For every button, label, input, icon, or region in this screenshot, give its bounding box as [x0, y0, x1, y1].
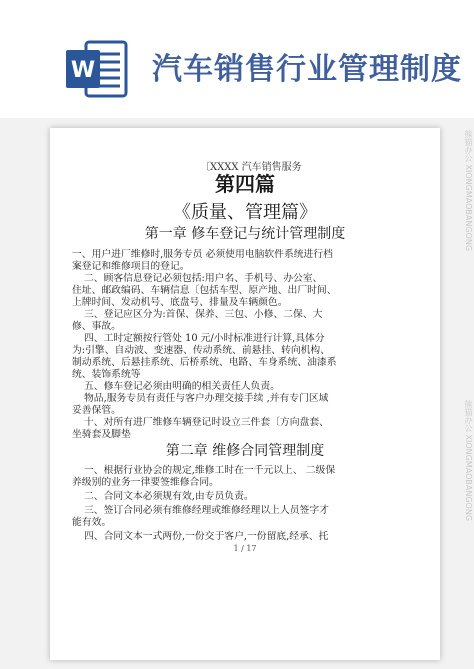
word-app-icon: [64, 38, 130, 100]
chapter1-line: 上牌时间、发动机号、底盘号、排量及车辆颜色。: [72, 297, 288, 308]
chapter1-line: 修、事故。: [72, 321, 121, 332]
chapter2-line: 三、签订合同必须有维修经理或维修经理以上人员签字才: [84, 505, 329, 516]
chapter1-line: 为:引擎、自动波、变速器、传动系统、前悬挂、转向机构、: [72, 345, 331, 356]
chapter1-line: 案登记和维修项目的登记。: [72, 261, 190, 272]
chapter1-line: 四、工时定额按行管处 10 元/小时标准进行计算,具体分: [84, 333, 325, 344]
chapter1-title: 第一章 修车登记与统计管理制度: [144, 226, 346, 242]
chapter2-line: 二、合同文本必须规有效,由专员负责。: [84, 491, 254, 502]
word-logo-letter: W: [70, 58, 96, 83]
watermark: 熊猫办公 XIONGMAOBANGONG: [464, 400, 473, 522]
chapter1-line: 物品,服务专员有责任与客户办理交接手续 ,并有专门区域: [84, 393, 329, 404]
volume-title: 《质量、管理篇》: [173, 202, 317, 223]
chapter1-line: 坐骑套及脚垫: [72, 429, 131, 440]
chapter1-line: 制动系统、后悬挂系统、后桥系统、电路、车身系统、油漆系: [72, 357, 337, 368]
chapter1-line: 妥善保管。: [72, 405, 121, 416]
chapter2-line: 养级别的业务一律要签维修合同。: [72, 477, 219, 488]
page-indicator: 1 / 17: [233, 544, 257, 553]
part-title: 第四篇: [215, 172, 275, 196]
banner-title: 汽车销售行业管理制度: [152, 52, 462, 87]
chapter1-line: 统、装饰系统等: [72, 369, 141, 380]
chapter2-title: 第二章 维修合同管理制度: [165, 443, 325, 459]
document-page: [50, 128, 440, 660]
banner: [0, 0, 474, 118]
chapter1-line: 住址、邮政编码、车辆信息〔包括车型、原产地、出厂时间、: [72, 285, 337, 296]
chapter1-line: 三、登记应区分为:首保、保养、三包、小修、二保、大: [84, 309, 323, 320]
chapter2-line: 能有效。: [72, 517, 112, 528]
chapter2-line: 四、合同文本一式两份,一份交于客户,一份留底,经承、托: [84, 531, 329, 542]
watermark: 熊猫办公 XIONGMAOBANGONG: [464, 130, 473, 252]
chapter1-line: 一、用户进厂维修时,服务专员 必须使用电脑软件系统进行档: [72, 249, 333, 260]
chapter1-line: 二、顾客信息登记必须包括:用户名、手机号、办公室、: [84, 273, 323, 284]
chapter1-line: 十、对所有进厂维修车辆登记时设立三件套〔方向盘套、: [84, 417, 329, 428]
chapter1-line: 五、修车登记必须由明确的相关责任人负责。: [84, 381, 280, 392]
chapter2-line: 一、根据行业协会的规定,维修工时在一千元以上、 二级保: [84, 465, 336, 476]
company-header: 〔XXXX 汽车销售服务: [200, 162, 302, 173]
